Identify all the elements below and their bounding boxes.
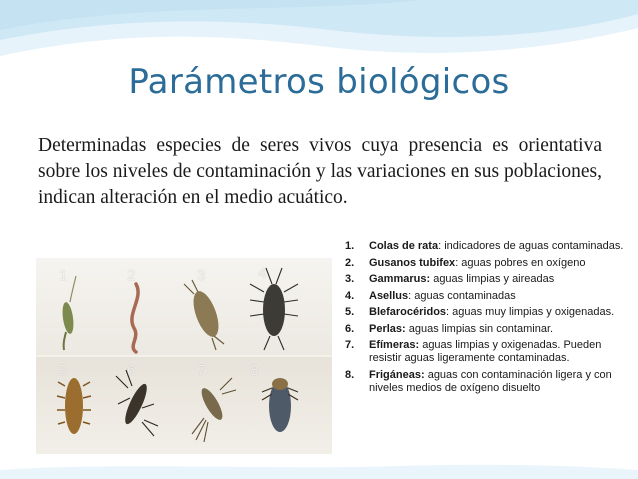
species-6-stonefly-nymph-image <box>116 370 158 436</box>
photo-label-1: 1 <box>59 267 68 284</box>
photo-label-5: 5 <box>59 362 68 379</box>
legend-item-number: 7. <box>345 339 355 351</box>
legend-item <box>345 273 625 286</box>
legend-item-text: : indicadores de aguas contaminadas. <box>438 240 624 252</box>
legend-item-name: Colas de rata <box>369 240 439 252</box>
legend-item-number: 6. <box>345 322 355 335</box>
legend-item-number: 1. <box>345 240 355 252</box>
legend-item <box>345 240 625 253</box>
species-1-rat-tailed-maggot-image <box>61 276 76 350</box>
species-8-caddisfly-larva-image <box>262 378 298 432</box>
legend-item <box>345 339 625 365</box>
legend-item-number: 5. <box>345 306 355 318</box>
species-3-gammarus-image <box>184 280 224 350</box>
legend-item <box>345 290 625 303</box>
legend-item-text: : aguas pobres en oxígeno <box>455 256 586 269</box>
photo-label-6: 6 <box>127 362 136 379</box>
photo-label-7: 7 <box>197 362 206 379</box>
legend-item-number: 4. <box>345 289 355 302</box>
photo-label-8: 8 <box>250 362 259 379</box>
species-illustrations <box>36 258 332 454</box>
legend-item <box>345 306 625 319</box>
legend-item-name: Gammarus: <box>369 273 431 285</box>
legend-item-name: Efímeras: <box>369 339 420 351</box>
legend-item <box>345 323 625 336</box>
photo-label-4: 4 <box>258 265 267 282</box>
legend-item <box>345 369 625 395</box>
legend-item <box>345 257 625 270</box>
legend-item-text: aguas limpias y oxigenadas. Pueden resistir aguas ligeramente contaminadas. <box>369 339 602 364</box>
legend-item-name: Perlas: <box>369 322 406 335</box>
photo-label-3: 3 <box>197 267 206 284</box>
legend-item-name: Gusanos tubifex <box>369 256 456 269</box>
species-2-tubifex-worm-image <box>132 284 138 352</box>
slide-title: Parámetros biológicos <box>128 62 510 102</box>
legend-item-name: Asellus <box>369 289 409 302</box>
species-legend-list <box>345 240 625 398</box>
legend-item-text: aguas con contaminación ligera y con niveles medios de oxígeno disuelto <box>369 368 612 394</box>
species-photo-panel <box>36 258 332 454</box>
legend-item-text: : aguas contaminadas <box>408 289 516 302</box>
legend-item-number: 8. <box>345 368 355 381</box>
legend-item-text: aguas limpias sin contaminar. <box>405 322 554 335</box>
legend-item-name: Blefarocéridos <box>369 306 447 318</box>
species-5-blepharocerid-image <box>57 378 91 434</box>
legend-item-text: aguas limpias y aireadas <box>430 273 555 285</box>
photo-label-2: 2 <box>127 267 136 284</box>
legend-item-text: : aguas muy limpias y oxigenadas. <box>446 306 615 318</box>
intro-paragraph: Determinadas especies de seres vivos cuya presencia es orientativa sobre los niveles de contaminación y las variaciones en sus poblaciones, indican alteración en el medio acuático. <box>38 135 602 208</box>
legend-item-name: Frigáneas: <box>369 368 425 381</box>
species-7-mayfly-nymph-image <box>192 378 236 442</box>
legend-item-number: 2. <box>345 256 355 269</box>
legend-item-number: 3. <box>345 273 355 285</box>
